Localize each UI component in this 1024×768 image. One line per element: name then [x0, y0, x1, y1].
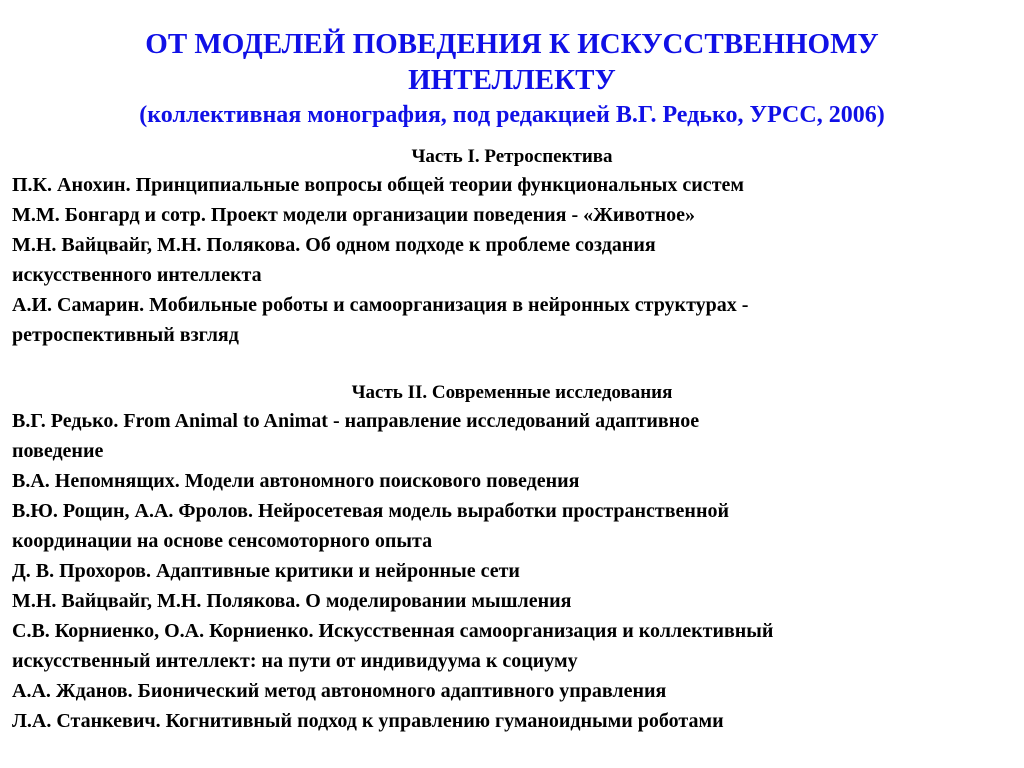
- part-2-line: В.А. Непомнящих. Модели автономного поискового поведения: [12, 470, 580, 492]
- part-2-line: поведение: [12, 440, 104, 462]
- part-2-line: В.Г. Редько. From Animal to Animat - направление исследований адаптивное: [12, 410, 700, 432]
- part-1-line: ретроспективный взгляд: [12, 324, 239, 346]
- slide-title-line-2: ИНТЕЛЛЕКТУ: [408, 64, 616, 96]
- slide-title-line-1: ОТ МОДЕЛЕЙ ПОВЕДЕНИЯ К ИСКУССТВЕННОМУ: [145, 28, 879, 60]
- part-1-line: П.К. Анохин. Принципиальные вопросы общей теории функциональных систем: [12, 174, 745, 196]
- part-2-line: М.Н. Вайцвайг, М.Н. Полякова. О моделировании мышления: [12, 590, 572, 612]
- part-2-line: Д. В. Прохоров. Адаптивные критики и нейронные сети: [12, 560, 520, 582]
- part-2-heading: Часть II. Современные исследования: [351, 382, 673, 403]
- part-2-line: искусственный интеллект: на пути от индивидуума к социуму: [12, 650, 578, 672]
- part-2-line: А.А. Жданов. Бионический метод автономного адаптивного управления: [12, 680, 667, 702]
- part-1-line: М.М. Бонгард и сотр. Проект модели организации поведения - «Животное»: [12, 204, 696, 226]
- part-1-line: искусственного интеллекта: [12, 264, 262, 286]
- part-2-line: С.В. Корниенко, О.А. Корниенко. Искусственная самоорганизация и коллективный: [12, 620, 774, 642]
- part-2-line: координации на основе сенсомоторного опыта: [12, 530, 433, 552]
- section-spacer: [12, 350, 1012, 380]
- part-1-heading: Часть I. Ретроспектива: [411, 146, 613, 167]
- part-1-line: М.Н. Вайцвайг, М.Н. Полякова. Об одном подходе к проблеме создания: [12, 234, 656, 256]
- part-2-line: Л.А. Станкевич. Когнитивный подход к управлению гуманоидными роботами: [12, 710, 724, 732]
- title-block: [0, 26, 1024, 130]
- contents-list: [12, 144, 1012, 736]
- slide-subtitle: (коллективная монография, под редакцией В.Г. Редько, УРСС, 2006): [139, 102, 885, 128]
- part-1-line: А.И. Самарин. Мобильные роботы и самоорганизация в нейронных структурах -: [12, 294, 749, 316]
- part-2-line: В.Ю. Рощин, А.А. Фролов. Нейросетевая модель выработки пространственной: [12, 500, 730, 522]
